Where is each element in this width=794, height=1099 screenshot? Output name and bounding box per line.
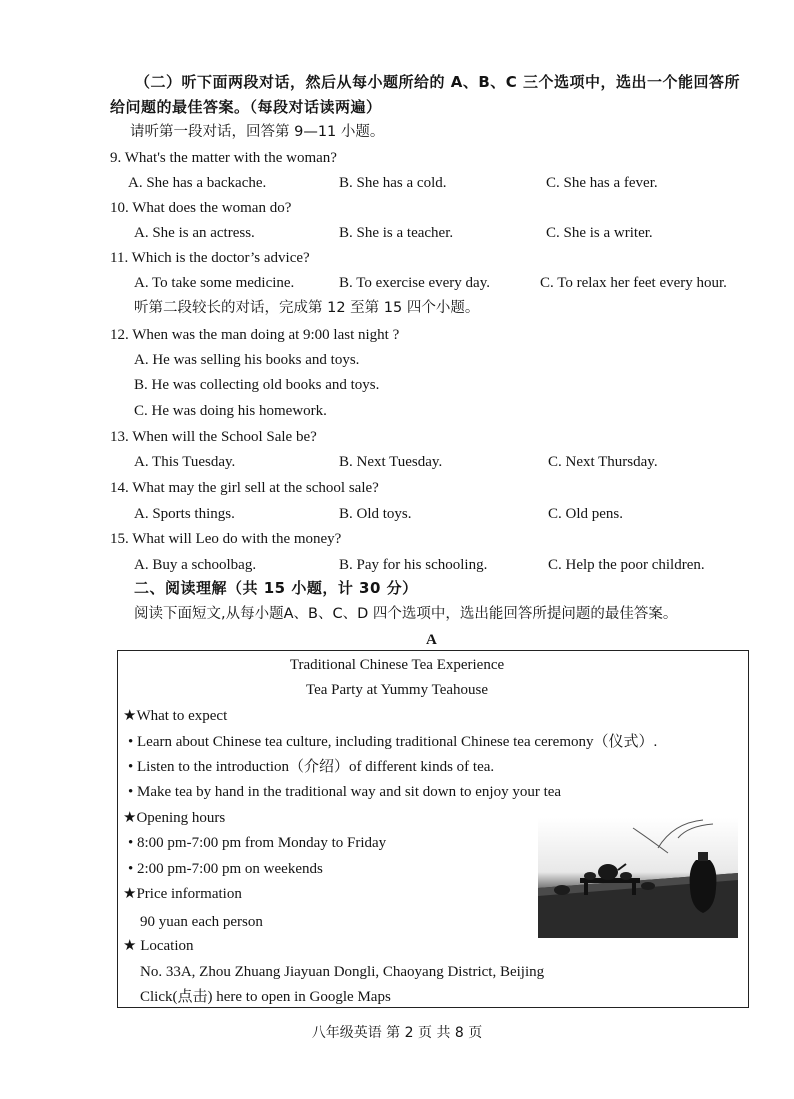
question-13: 13. When will the School Sale be? [110,429,317,445]
expect-item-2: • Listen to the introduction（介绍）of different kinds of tea. [128,759,495,775]
reading-instruction: 阅读下面短文,从每小题A、B、C、D 四个选项中，选出能回答所提问题的最佳答案。 [134,606,678,622]
q9-option-b: B. She has a cold. [339,175,447,191]
question-10: 10. What does the woman do? [110,200,292,216]
q15-option-c: C. Help the poor children. [548,557,705,573]
page-footer: 八年级英语 第 2 页 共 8 页 [311,1025,483,1041]
q15-option-b: B. Pay for his schooling. [339,557,488,573]
q12-option-a: A. He was selling his books and toys. [134,352,360,368]
q13-option-a: A. This Tuesday. [134,454,236,470]
hours-weekday: • 8:00 pm-7:00 pm from Monday to Friday [128,835,387,851]
section-header-line2: 给问题的最佳答案。（每段对话读两遍） [110,98,382,116]
dialog1-instruction: 请听第一段对话，回答第 9—11 小题。 [130,124,385,140]
ad-subtitle: Tea Party at Yummy Teahouse [305,682,489,698]
address: No. 33A, Zhou Zhuang Jiayuan Dongli, Chaoyang District, Beijing [140,964,545,980]
q11-option-a: A. To take some medicine. [134,275,295,291]
q13-option-c: C. Next Thursday. [548,454,658,470]
hours-weekend: • 2:00 pm-7:00 pm on weekends [128,861,323,877]
question-14: 14. What may the girl sell at the school sale? [110,480,379,496]
q9-option-a: A. She has a backache. [128,175,267,191]
ad-title: Traditional Chinese Tea Experience [289,657,505,673]
expect-item-1: • Learn about Chinese tea culture, including traditional Chinese tea ceremony（仪式）. [128,734,658,750]
q14-option-a: A. Sports things. [134,506,235,522]
q10-option-b: B. She is a teacher. [339,225,454,241]
dialog2-instruction: 听第二段较长的对话，完成第 12 至第 15 四个小题。 [134,300,480,316]
tea-set-photo [538,818,738,938]
q12-option-c: C. He was doing his homework. [134,403,327,419]
question-11: 11. Which is the doctor’s advice? [110,250,310,266]
q13-option-b: B. Next Tuesday. [339,454,443,470]
passage-label: A [426,632,437,648]
section-header-line1: （二）听下面两段对话，然后从每小题所给的 A、B、C 三个选项中，选出一个能回答所 [135,73,740,91]
location-heading: ★ Location [123,938,194,954]
hours-heading: ★Opening hours [123,810,226,826]
q15-option-a: A. Buy a schoolbag. [134,557,257,573]
map-link[interactable]: Click(点击) here to open in Google Maps [140,989,391,1005]
q14-option-c: C. Old pens. [548,506,623,522]
q9-option-c: C. She has a fever. [546,175,658,191]
question-15: 15. What will Leo do with the money? [110,531,342,547]
q10-option-c: C. She is a writer. [546,225,653,241]
q12-option-b: B. He was collecting old books and toys. [134,377,380,393]
q11-option-c: C. To relax her feet every hour. [540,275,727,291]
price-heading: ★Price information [123,886,242,902]
expect-heading: ★What to expect [123,708,228,724]
question-12: 12. When was the man doing at 9:00 last night ? [110,327,400,343]
question-9: 9. What's the matter with the woman? [110,150,337,166]
price-value: 90 yuan each person [140,914,263,930]
expect-item-3: • Make tea by hand in the traditional way and sit down to enjoy your tea [128,784,562,800]
q10-option-a: A. She is an actress. [134,225,255,241]
reading-header: 二、阅读理解（共 15 小题，计 30 分） [134,579,418,597]
q11-option-b: B. To exercise every day. [339,275,490,291]
q14-option-b: B. Old toys. [339,506,412,522]
